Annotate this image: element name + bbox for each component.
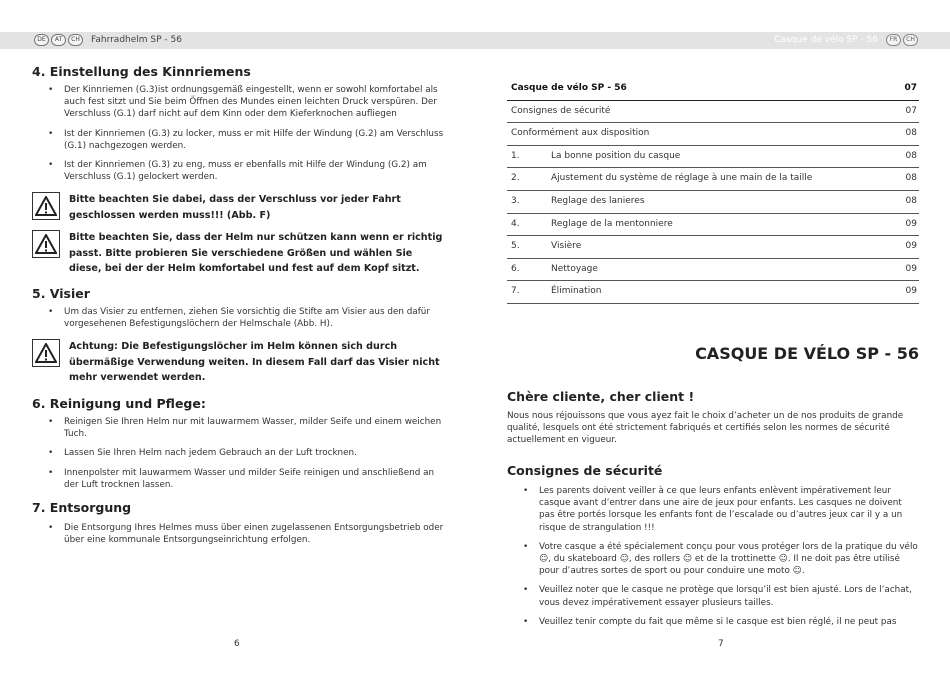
list-item: • Reinigen Sie Ihren Helm nur mit lauwarmem Wasser, milder Seife und einem weichen Tuch.: [32, 416, 447, 440]
country-badge-fr: FR: [886, 34, 901, 46]
country-badge-at: AT: [51, 34, 66, 46]
toc-page: 09: [905, 218, 917, 229]
toc-label: Élimination: [551, 286, 602, 297]
toc-row: [507, 101, 919, 124]
country-badge-de: DE: [34, 34, 49, 46]
country-badge-ch-right: CH: [903, 34, 918, 46]
country-badge-ch: CH: [68, 34, 83, 46]
list-item: • Innenpolster mit lauwarmem Wasser und milder Seife reinigen und anschließend an der Luft trocknen lassen.: [32, 467, 447, 491]
list-item: • Die Entsorgung Ihres Helmes muss über einen zugelassenen Entsorgungsbetrieb oder über eine kommunale Entsorgungseinrichtung erfolgen.: [32, 522, 447, 546]
list-item: • Veuillez noter que le casque ne protège que lorsqu’il est bien ajusté. Lors de l’achat, vous devez impérativement essayer plusieurs tailles.: [507, 584, 919, 608]
toc-row: [507, 214, 919, 237]
header-left-title: Fahrradhelm SP - 56: [91, 35, 182, 45]
toc-page: 08: [905, 128, 917, 139]
list-item: • Lassen Sie Ihren Helm nach jedem Gebrauch an der Luft trocknen.: [32, 447, 447, 459]
warning-icon: [32, 339, 60, 367]
section-7-list: [32, 522, 447, 553]
toc-number: 1.: [511, 150, 520, 161]
toc-number: 3.: [511, 195, 520, 206]
warning-2: [32, 230, 447, 277]
toc-label: Visière: [551, 241, 582, 252]
toc-row: [507, 281, 919, 304]
section-4-list: [32, 84, 447, 190]
toc-page: 08: [905, 173, 917, 184]
warning-3: [32, 339, 447, 386]
safety-list: [507, 485, 919, 635]
list-item: • Um das Visier zu entfernen, ziehen Sie vorsichtig die Stifte am Visier aus den dafür vorgesehenen Befestigungslöchern der Helmschale (Abb. H).: [32, 306, 447, 330]
toc-header-label: Casque de vélo SP - 56: [511, 83, 627, 93]
warning-1: [32, 192, 447, 223]
section-4-title: 4. Einstellung des Kinnriemens: [32, 64, 251, 79]
toc-number: 2.: [511, 173, 520, 184]
list-item: • Votre casque a été spécialement conçu pour vous protéger lors de la pratique du vélo ☺, du skateboard ☺, des rollers ☺ et de la trottinette ☺. Il ne doit pas être utilisé pour d’autres sortes de sport ou pour conduire une moto ☺.: [507, 541, 919, 578]
toc-page: 09: [905, 263, 917, 274]
toc-label: Ajustement du système de réglage à une main de la taille: [551, 173, 813, 184]
toc-page: 09: [905, 286, 917, 297]
page-number-left: 6: [234, 639, 240, 649]
toc-row: [507, 259, 919, 282]
section-6-list: [32, 416, 447, 498]
toc-label: Nettoyage: [551, 263, 598, 274]
toc-header-row: [507, 78, 919, 101]
section-7-title: 7. Entsorgung: [32, 500, 132, 515]
toc-row: [507, 236, 919, 259]
list-item: • Ist der Kinnriemen (G.3) zu locker, muss er mit Hilfe der Windung (G.2) am Verschluss (G.1) nachgezogen werden.: [32, 128, 447, 152]
intro-paragraph: Nous nous réjouissons que vous ayez fait le choix d’acheter un de nos produits de grande qualité, lesquels ont été strictement fabriqués et certifiés selon les normes de sécurité actuellement en vigueur.: [507, 411, 904, 446]
table-of-contents: [507, 78, 919, 304]
toc-row: [507, 146, 919, 169]
list-item: • Veuillez tenir compte du fait que même si le casque est bien réglé, il ne peut pas: [507, 616, 919, 628]
toc-page: 07: [905, 105, 917, 116]
toc-number: 4.: [511, 218, 520, 229]
toc-label: Conformément aux disposition: [511, 128, 650, 139]
greeting-title: Chère cliente, cher client !: [507, 389, 695, 404]
safety-title: Consignes de sécurité: [507, 463, 663, 478]
list-item: • Ist der Kinnriemen (G.3) zu eng, muss er ebenfalls mit Hilfe der Windung (G.2) am Verschluss (G.1) gelockert werden.: [32, 159, 447, 183]
toc-number: 7.: [511, 286, 520, 297]
list-item: • Les parents doivent veiller à ce que leurs enfants enlèvent impérativement leur casque avant d’entrer dans une aire de jeux pour enfants. Les casques ne doivent pas être portés lorsque les enfants font de l’escalade ou d’autres jeux car il y a un risque de strangulation !!!: [507, 485, 919, 534]
toc-label: Reglage des lanieres: [551, 195, 645, 206]
list-item: • Der Kinnriemen (G.3)ist ordnungsgemäß eingestellt, wenn er sowohl komfortabel als auch fest sitzt und Sie beim Öffnen des Mundes einen leichten Druck verspüren. Der Verschluss (G.1) darf nicht auf dem Kinn oder dem Kieferknochen aufliegen: [32, 84, 447, 121]
toc-number: 6.: [511, 263, 520, 274]
toc-row: [507, 123, 919, 146]
header-bar: [0, 32, 950, 49]
toc-label: La bonne position du casque: [551, 150, 681, 161]
section-5-list: [32, 306, 447, 337]
warning-1-text: Bitte beachten Sie dabei, dass der Verschluss vor jeder Fahrt geschlossen werden muss!!! (Abb. F): [69, 194, 401, 221]
page-title: CASQUE DE VÉLO SP - 56: [695, 344, 919, 363]
toc-page: 09: [905, 241, 917, 252]
toc-label: Reglage de la mentonniere: [551, 218, 673, 229]
header-left: [34, 34, 182, 46]
header-right: [774, 34, 918, 46]
warning-3-text: Achtung: Die Befestigungslöcher im Helm können sich durch übermäßige Verwendung weiten. In diesem Fall darf das Visier nicht mehr verwendet werden.: [69, 341, 440, 383]
toc-row: [507, 191, 919, 214]
warning-icon: [32, 230, 60, 258]
section-6-title: 6. Reinigung und Pflege:: [32, 396, 206, 411]
toc-header-page: 07: [904, 83, 917, 93]
toc-page: 08: [905, 150, 917, 161]
toc-row: [507, 168, 919, 191]
warning-2-text: Bitte beachten Sie, dass der Helm nur schützen kann wenn er richtig passt. Bitte probieren Sie verschiedene Größen und wählen Sie diese, bei der der Helm komfortabel und fest auf dem Kopf sitzt.: [69, 232, 443, 274]
toc-number: 5.: [511, 241, 520, 252]
section-5-title: 5. Visier: [32, 286, 90, 301]
toc-label: Consignes de sécurité: [511, 105, 611, 116]
warning-icon: [32, 192, 60, 220]
header-right-title: Casque de vélo SP - 56: [774, 35, 878, 45]
toc-page: 08: [905, 195, 917, 206]
page-number-right: 7: [718, 639, 724, 649]
